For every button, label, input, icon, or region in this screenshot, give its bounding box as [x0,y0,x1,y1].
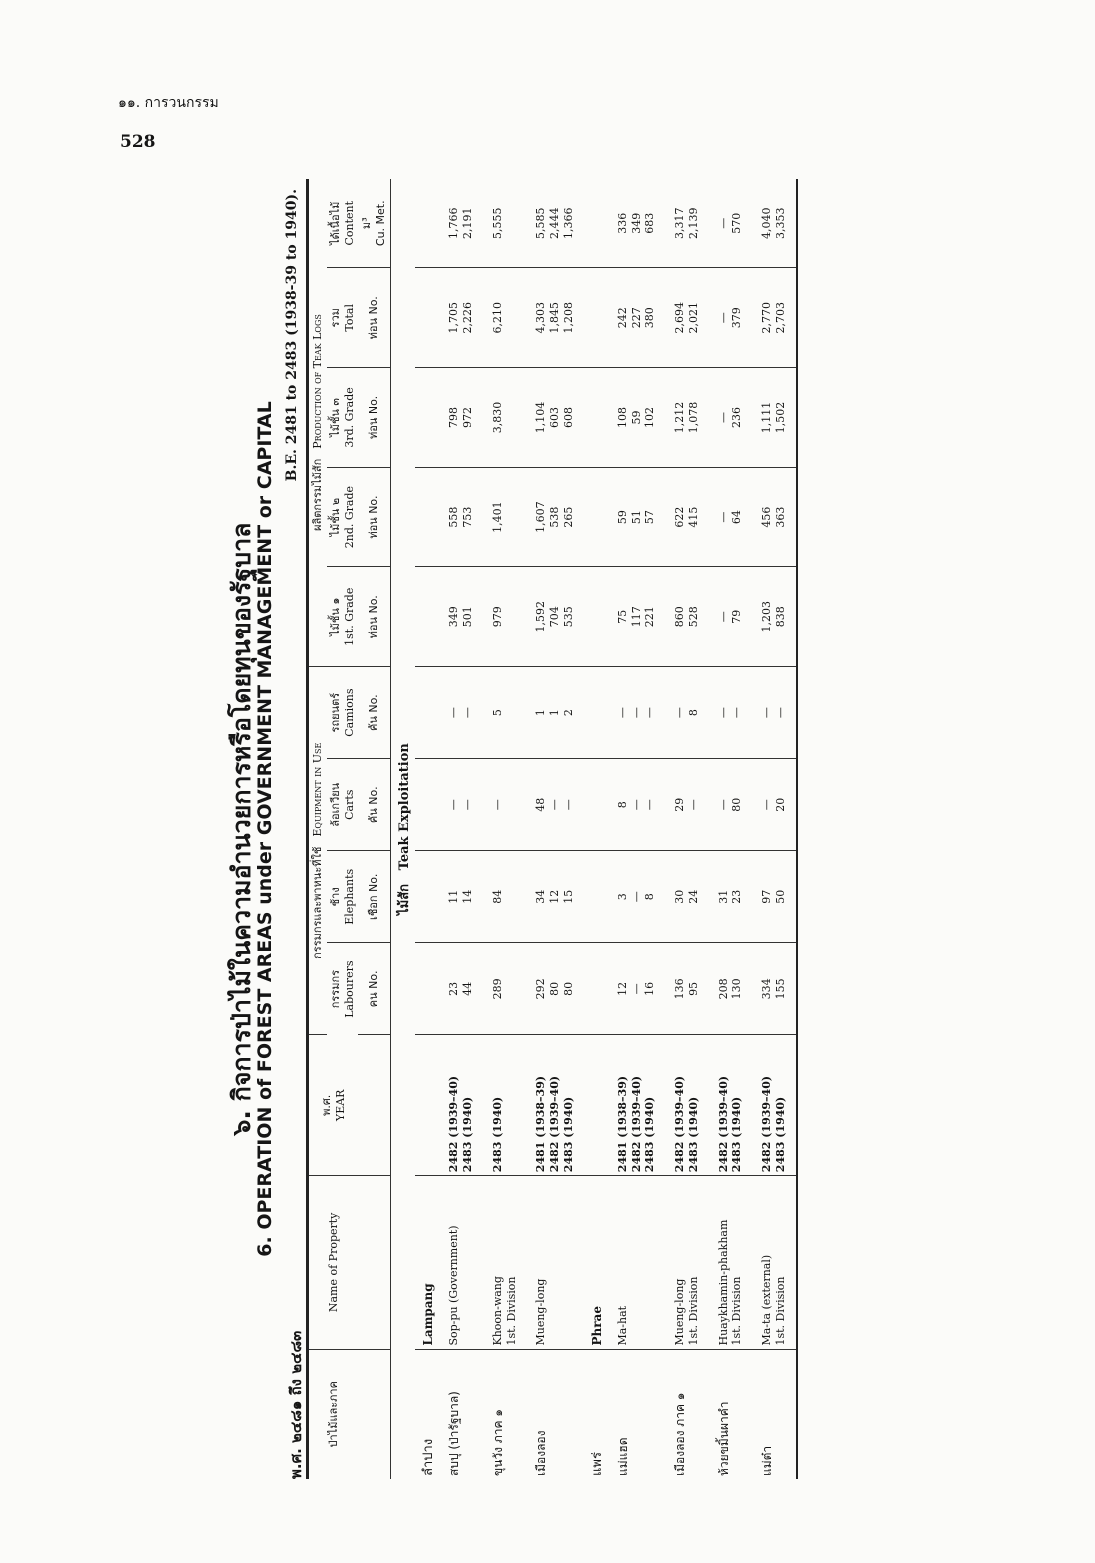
grade1-cell: 349 501 [439,567,483,667]
table-row [608,179,665,1479]
header-grade1: ไม้ชั้น ๑ 1st. Grade [327,567,359,667]
table-row [709,179,753,1479]
elephants-cell: 84 [483,851,527,943]
camions-cell: — — [752,667,797,759]
labourers-cell: 23 44 [439,943,483,1035]
property-name-thai: ห้วยขมิ้นผาคำ [716,1401,731,1476]
province-row [415,179,439,1479]
property-name-english: Mueng-long [526,1176,583,1349]
header-property-en: Name of Property [308,1176,359,1349]
total-cell: — 379 [709,268,753,368]
province-name-english: Lampang [415,1176,439,1349]
total-cell: 1,705 2,226 [439,268,483,368]
grade1-cell: 75 117 221 [608,567,665,667]
year-cell: 2481 (1938–39) 2482 (1939–40) 2483 (1940) [526,1035,583,1176]
header-total: รวม Total [327,268,359,368]
header-camions: รถยนตร์ Camions [327,667,359,759]
property-name-thai: ขุนวัง ภาค ๑ [490,1409,505,1476]
grade1-cell: 860 528 [665,567,709,667]
grade3-cell: 798 972 [439,368,483,468]
unit-total: ท่อน No. [358,268,390,368]
carts-cell: — [483,759,527,851]
camions-cell: — — — [608,667,665,759]
grade3-cell: 1,111 1,502 [752,368,797,468]
year-cell: 2483 (1940) [483,1035,527,1176]
total-cell: 242 227 380 [608,268,665,368]
page-number: 528 [120,132,156,152]
labourers-cell: 136 95 [665,943,709,1035]
property-name-english: Khoon-wang 1st. Division [483,1176,527,1349]
unit-grade3: ท่อน No. [358,368,390,468]
grade1-cell: 1,592 704 535 [526,567,583,667]
grade3-cell: — 236 [709,368,753,468]
carts-cell: — 80 [709,759,753,851]
carts-cell: 48 — — [526,759,583,851]
property-name-thai: เมืองลอง [534,1430,549,1476]
elephants-cell: 3 — 8 [608,851,665,943]
carts-cell: — — [439,759,483,851]
property-name-english: Sop-pu (Government) [439,1176,483,1349]
unit-camions: คัน No. [358,667,390,759]
unit-grade2: ท่อน No. [358,467,390,567]
property-name-thai: สบปุ (ป่ารัฐบาล) [447,1391,462,1476]
table-row [665,179,709,1479]
rotated-table-sheet [222,179,982,1479]
labourers-cell: 292 80 80 [526,943,583,1035]
title-thai: ๖. กิจการป่าไม้ในความอำนวยการหรือโดยทุนของรัฐบาล [227,522,256,1136]
province-row [584,179,608,1479]
grade1-cell: 1,203 838 [752,567,797,667]
carts-cell: — 20 [752,759,797,851]
elephants-cell: 34 12 15 [526,851,583,943]
running-head: ๑๑. การวนกรรม [118,95,219,111]
carts-cell: 29 — [665,759,709,851]
labourers-cell: 208 130 [709,943,753,1035]
content-cell: 336 349 683 [608,179,665,268]
province-name-english: Phrae [584,1176,608,1349]
unit-elephants: เชือก No. [358,851,390,943]
elephants-cell: 11 14 [439,851,483,943]
unit-grade1: ท่อน No. [358,567,390,667]
grade3-cell: 1,104 603 608 [526,368,583,468]
content-cell: 3,317 2,139 [665,179,709,268]
section-label: ไม้สัก Teak Exploitation [396,743,412,915]
header-production-group: ผลิตกรรมไม้สักProduction of Teak Logs [308,179,327,667]
header-content: ได้เนื้อไม้ Content [327,179,359,268]
grade2-cell: 1,607 538 265 [526,467,583,567]
table-row [752,179,797,1479]
labourers-cell: 334 155 [752,943,797,1035]
camions-cell: — 8 [665,667,709,759]
content-cell: 5,585 2,444 1,366 [526,179,583,268]
grade2-cell: 622 415 [665,467,709,567]
grade2-cell: — 64 [709,467,753,567]
year-cell: 2482 (1939–40) 2483 (1940) [752,1035,797,1176]
elephants-cell: 97 50 [752,851,797,943]
period-thai: พ.ศ. ๒๔๘๑ ถึง ๒๔๘๓ [287,1330,305,1479]
labourers-cell: 12 — 16 [608,943,665,1035]
period-english: B.E. 2481 to 2483 (1938-39 to 1940). [284,189,300,482]
year-cell: 2482 (1939–40) 2483 (1940) [709,1035,753,1176]
grade3-cell: 1,212 1,078 [665,368,709,468]
unit-labourers: คน No. [358,943,390,1035]
carts-cell: 8 — — [608,759,665,851]
header-group-row [308,179,327,1479]
elephants-cell: 31 23 [709,851,753,943]
total-cell: 6,210 [483,268,527,368]
province-name-thai: แพร่ [589,1452,605,1476]
camions-cell: — — [709,667,753,759]
content-cell: — 570 [709,179,753,268]
elephants-cell: 30 24 [665,851,709,943]
property-name-english: Mueng-long 1st. Division [665,1176,709,1349]
property-name-thai: แม่ต๋า [752,1349,797,1479]
grade2-cell: 456 363 [752,467,797,567]
total-cell: 2,694 2,021 [665,268,709,368]
table-row [439,179,483,1479]
property-name-thai: เมืองลอง ภาค ๑ [673,1392,687,1476]
total-cell: 2,770 2,703 [752,268,797,368]
table-row [483,179,527,1479]
grade2-cell: 1,401 [483,467,527,567]
property-name-english: Ma-ta (external) 1st. Division [752,1176,797,1349]
header-equipment-group: กรรมกรและพาหนะที่ใช้Equipment in Use [308,667,327,1035]
year-cell: 2481 (1938–39) 2482 (1939–40) 2483 (1940) [608,1035,665,1176]
table-row [526,179,583,1479]
property-name-english: Ma-hat [608,1176,665,1349]
content-cell: 1,766 2,191 [439,179,483,268]
grade2-cell: 59 51 57 [608,467,665,567]
content-cell: 4,040 3,353 [752,179,797,268]
section-row [390,179,415,1479]
labourers-cell: 289 [483,943,527,1035]
header-property-th: ป่าไม้และภาค [308,1349,359,1479]
property-name-thai: แม่แฮด [615,1437,630,1476]
camions-cell: 1 1 2 [526,667,583,759]
header-elephants: ช้าง Elephants [327,851,359,943]
grade1-cell: 979 [483,567,527,667]
header-labourers: กรรมกร Labourers [328,960,356,1018]
property-name-english: Huaykhamin-phakham 1st. Division [709,1176,753,1349]
year-cell: 2482 (1939–40) 2483 (1940) [665,1035,709,1176]
header-grade2: ไม้ชั้น ๒ 2nd. Grade [327,467,359,567]
header-unit-row [358,179,390,1479]
province-name-thai: ลำปาง [421,1438,436,1476]
content-cell: 5,555 [483,179,527,268]
forest-operations-table [306,179,798,1479]
year-cell: 2482 (1939–40) 2483 (1940) [439,1035,483,1176]
grade2-cell: 558 753 [439,467,483,567]
grade3-cell: 3,830 [483,368,527,468]
header-grade3: ไม้ชั้น ๓ 3rd. Grade [327,368,359,468]
title-english: 6. OPERATION of FOREST AREAS under GOVERNMENT MANAGEMENT or CAPITAL [254,401,276,1257]
header-carts: ล้อเกวียน Carts [327,759,359,851]
header-year: พ.ศ. YEAR [308,1035,359,1176]
grade3-cell: 108 59 102 [608,368,665,468]
total-cell: 4,303 1,845 1,208 [526,268,583,368]
unit-carts: คัน No. [358,759,390,851]
camions-cell: 5 [483,667,527,759]
camions-cell: — — [439,667,483,759]
grade1-cell: — 79 [709,567,753,667]
unit-content: ม³ Cu. Met. [358,179,390,268]
